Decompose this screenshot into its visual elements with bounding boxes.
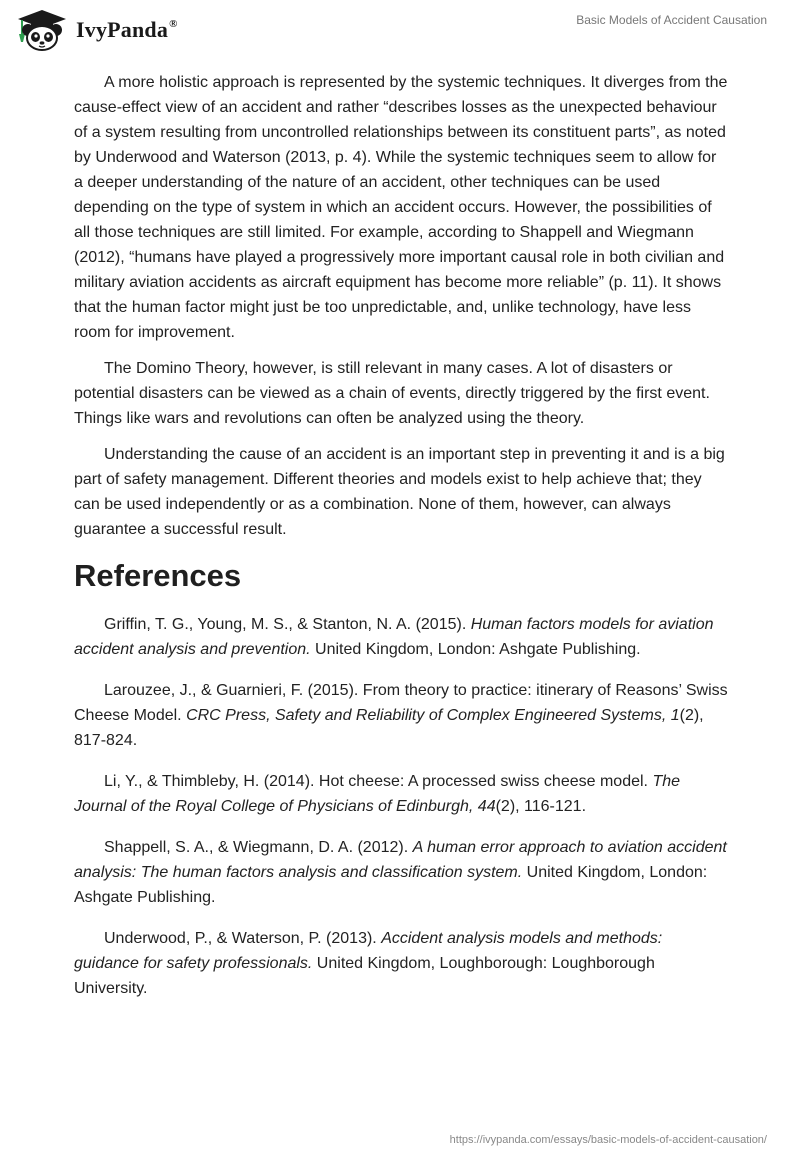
panda-graduate-icon xyxy=(14,8,70,52)
essay-content xyxy=(74,70,728,1017)
reference-entry: Li, Y., & Thimbleby, H. (2014). Hot cheese: A processed swiss cheese model. The Journal of the Royal College of Physicians of Edinburgh, 44(2), 116-121. xyxy=(74,773,681,815)
body-paragraph: A more holistic approach is represented by the systemic techniques. It diverges from the cause-effect view of an accident and rather “describes losses as the unexpected behaviour of a system resulting from uncontrolled relationships between its constituent parts”, as noted by Underwood and Waterson (2013, p. 4). While the systemic techniques seem to allow for a deeper understanding of the nature of an accident, other techniques can be used depending on the type of system in which an accident occurs. However, the possibilities of all those techniques are still limited. For example, according to Shappell and Wiegmann (2012), “humans have played a progressively more important causal role in both civilian and military aviation accidents as aircraft equipment has become more reliable” (p. 11). It shows that the human factor might just be too unpredictable, and, unlike technology, have less room for improvement. xyxy=(74,74,728,341)
brand-logo[interactable] xyxy=(14,8,178,52)
reference-entry: Larouzee, J., & Guarnieri, F. (2015). From theory to practice: itinerary of Reasons’ Swiss Cheese Model. CRC Press, Safety and Reliability of Complex Engineered Systems, 1(2), 817-824. xyxy=(74,682,728,749)
page-header xyxy=(0,0,800,60)
brand-name: IvyPanda® xyxy=(76,17,178,42)
reference-entry: Griffin, T. G., Young, M. S., & Stanton, N. A. (2015). Human factors models for aviation accident analysis and prevention. United Kingdom, London: Ashgate Publishing. xyxy=(74,616,714,658)
source-url-link[interactable]: https://ivypanda.com/essays/basic-models-of-accident-causation/ xyxy=(449,1134,767,1146)
reference-entry: Underwood, P., & Waterson, P. (2013). Accident analysis models and methods: guidance for safety professionals. United Kingdom, Loughborough: Loughborough University. xyxy=(74,930,663,997)
body-paragraph: Understanding the cause of an accident is an important step in preventing it and is a big part of safety management. Different theories and models exist to help achieve that; they can be used independently or as a combination. None of them, however, can always guarantee a successful result. xyxy=(74,446,725,538)
body-paragraph: The Domino Theory, however, is still relevant in many cases. A lot of disasters or potential disasters can be viewed as a chain of events, directly triggered by the first event. Things like wars and revolutions can often be analyzed using the theory. xyxy=(74,360,710,427)
document-title: Basic Models of Accident Causation xyxy=(576,13,767,27)
reference-entry: Shappell, S. A., & Wiegmann, D. A. (2012). A human error approach to aviation accident analysis: The human factors analysis and classification system. United Kingdom, London: Ashgate Publishing. xyxy=(74,839,727,906)
references-heading: References xyxy=(74,558,242,593)
